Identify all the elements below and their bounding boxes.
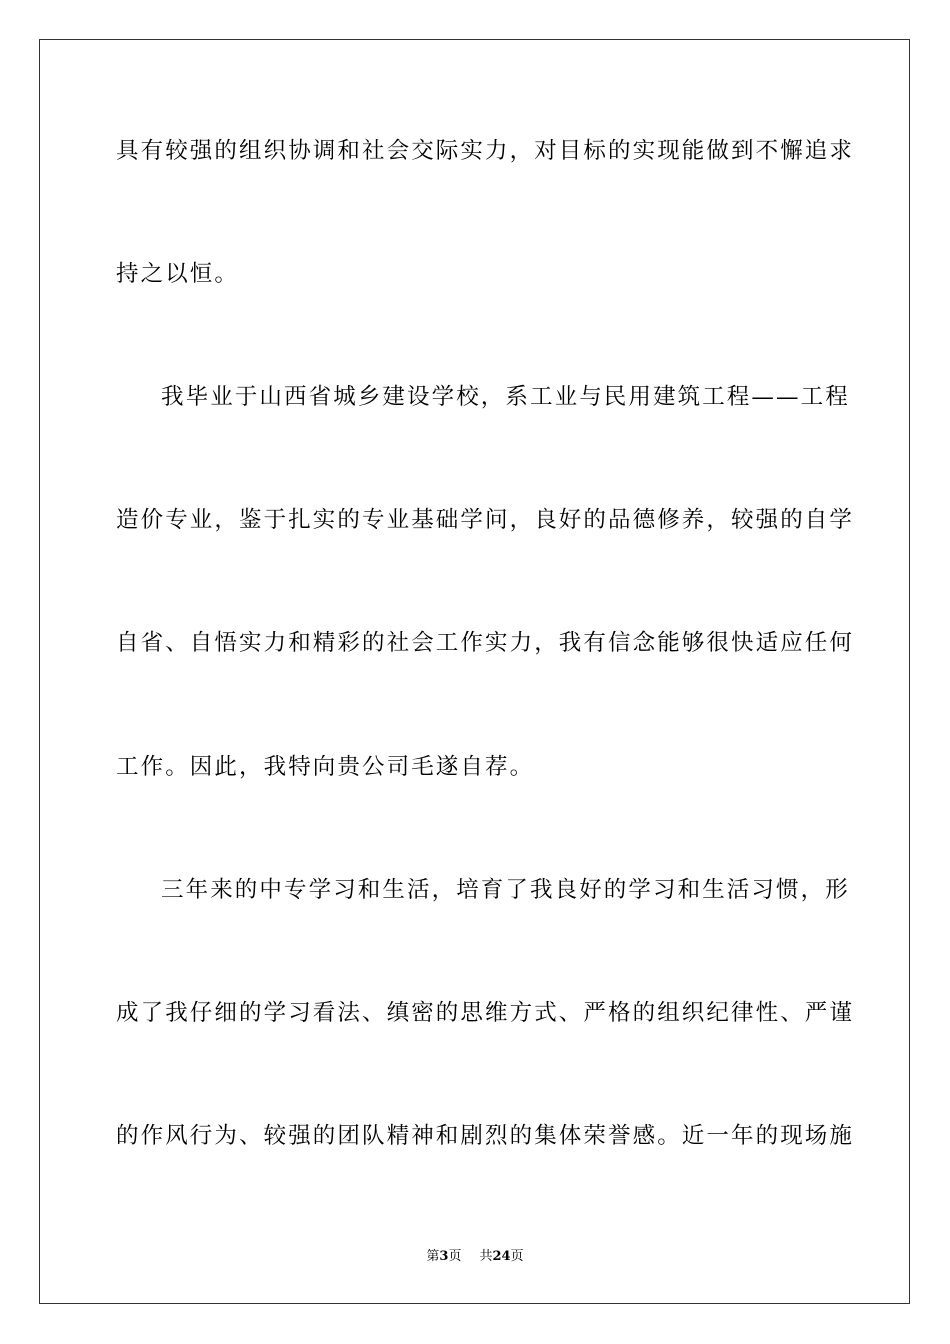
text-line-2: 持之以恒。 (116, 261, 240, 287)
total-suffix: 页 (510, 1249, 524, 1264)
text-line-3: 我毕业于山西省城乡建设学校，系工业与民用建筑工程——工程 (161, 384, 850, 410)
text-line-4: 造价专业，鉴于扎实的专业基础学问，良好的品德修养，较强的自学 (116, 507, 855, 533)
total-pages: 24 (492, 1249, 511, 1264)
page-border (39, 39, 910, 1304)
page-number: 3 (439, 1249, 449, 1264)
text-line-6: 工作。因此，我特向贵公司毛遂自荐。 (116, 754, 535, 780)
page-prefix: 第 (426, 1249, 440, 1264)
page-footer (0, 1248, 950, 1266)
text-line-9: 的作风行为、较强的团队精神和剧烈的集体荣誉感。近一年的现场施 (116, 1123, 855, 1149)
total-prefix: 共 (479, 1249, 493, 1264)
page-suffix: 页 (448, 1249, 462, 1264)
text-line-1: 具有较强的组织协调和社会交际实力，对目标的实现能做到不懈追求 (116, 138, 855, 164)
text-line-7: 三年来的中专学习和生活，培育了我良好的学习和生活习惯，形 (161, 877, 850, 903)
text-line-5: 自省、自悟实力和精彩的社会工作实力，我有信念能够很快适应任何 (116, 630, 855, 656)
text-line-8: 成了我仔细的学习看法、缜密的思维方式、严格的组织纪律性、严谨 (116, 1000, 855, 1026)
